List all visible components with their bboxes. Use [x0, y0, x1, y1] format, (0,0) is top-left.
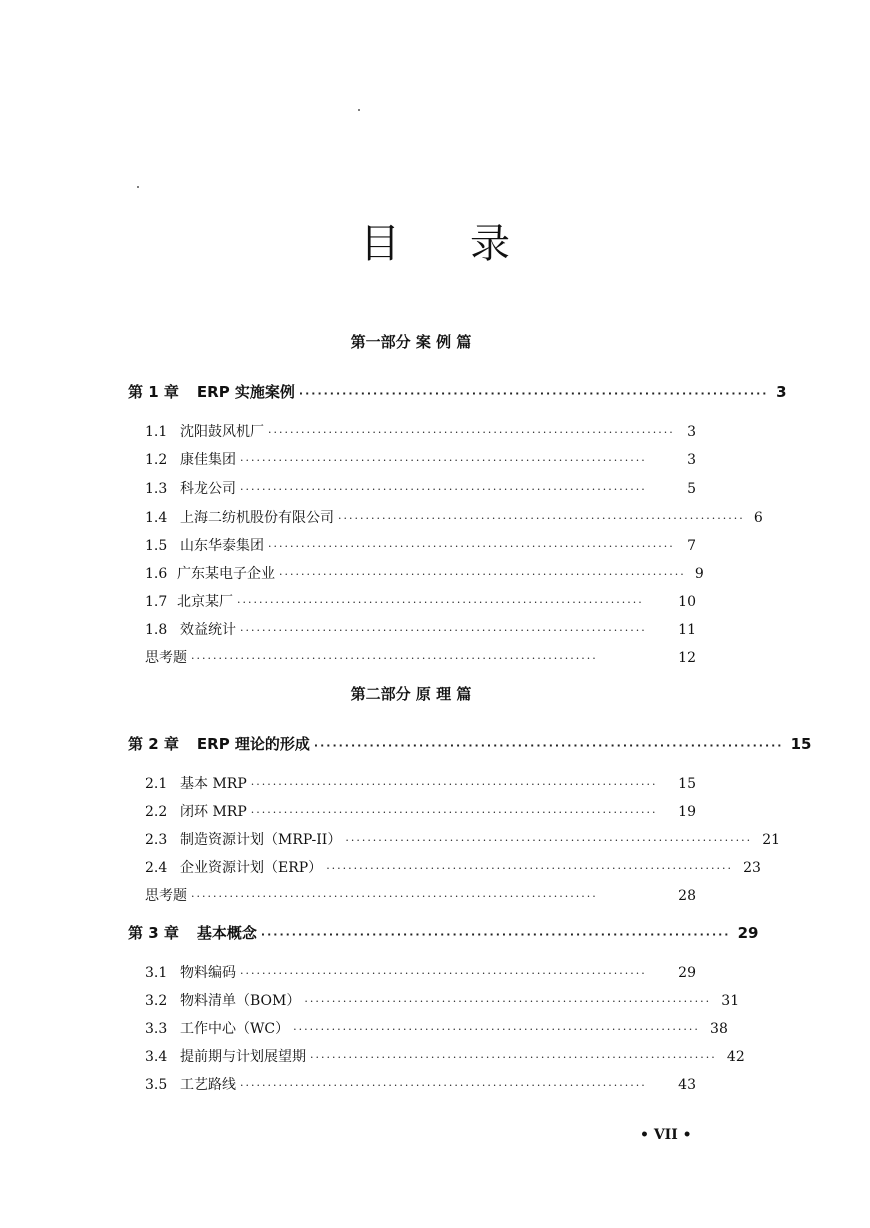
- page-number: 23: [743, 860, 761, 876]
- page-number: 15: [790, 735, 812, 753]
- section-number: 1.2: [145, 452, 168, 468]
- section-title: 提前期与计划展望期: [180, 1049, 306, 1065]
- dot-leader: ··········································································: [240, 483, 647, 496]
- page-title: [0, 212, 870, 269]
- section-title: 制造资源计划（MRP-II）: [180, 832, 342, 848]
- section-title: 沈阳鼓风机厂: [180, 424, 264, 440]
- section-number: 2.2: [145, 804, 168, 820]
- dot-leader: ··········································································: [345, 834, 753, 847]
- section-number: 3.3: [145, 1021, 168, 1037]
- title-char: 录: [470, 221, 510, 267]
- toc-section[interactable]: [145, 1046, 745, 1066]
- section-number: 2.3: [145, 832, 168, 848]
- scan-speck: [137, 186, 139, 188]
- section-title: 科龙公司: [180, 481, 236, 497]
- page-number: 10: [678, 594, 696, 610]
- page-number: 29: [737, 924, 759, 942]
- dot-leader: ··········································································: [268, 540, 675, 553]
- toc-section[interactable]: [145, 962, 696, 982]
- toc-section[interactable]: [145, 563, 704, 583]
- section-title: 上海二纺机股份有限公司: [180, 510, 334, 526]
- section-number: 1.6: [145, 566, 168, 582]
- section-number: 1.1: [145, 424, 168, 440]
- page-number: 15: [678, 776, 696, 792]
- section-title: 康佳集团: [180, 452, 236, 468]
- dot-leader: ··········································································: [250, 806, 658, 819]
- toc-section[interactable]: [145, 990, 740, 1010]
- dot-leader: ············································································: [313, 739, 784, 752]
- section-number: 3.1: [145, 965, 168, 981]
- dot-leader: ··········································································: [191, 890, 598, 903]
- toc-section[interactable]: [145, 449, 696, 469]
- section-number: 1.5: [145, 538, 168, 554]
- section-title: 山东华泰集团: [180, 538, 264, 554]
- section-title: 广东某电子企业: [177, 566, 275, 582]
- chapter-title: ERP 实施案例: [196, 383, 295, 401]
- toc-section[interactable]: [145, 1074, 696, 1094]
- toc-section[interactable]: [145, 773, 696, 793]
- page-number: 3: [687, 452, 696, 468]
- section-number: 3.4: [145, 1049, 168, 1065]
- section-number: 1.8: [145, 622, 168, 638]
- chapter-number: 第 3 章: [128, 924, 179, 942]
- section-title: 基本 MRP: [180, 776, 247, 792]
- toc-chapter[interactable]: [128, 922, 759, 943]
- page-number: 7: [687, 538, 696, 554]
- page-number: 6: [753, 510, 763, 526]
- part-heading: 第一部分 案 例 篇: [350, 333, 472, 351]
- section-number: 1.4: [145, 510, 168, 526]
- title-char: 目: [360, 221, 400, 267]
- section-title: 工作中心（WC）: [180, 1021, 290, 1037]
- dot-leader: ··········································································: [326, 862, 733, 875]
- chapter-number: 第 1 章: [128, 383, 179, 401]
- part-heading: 第二部分 原 理 篇: [350, 685, 472, 703]
- toc-section[interactable]: [145, 647, 696, 667]
- dot-leader: ··········································································: [338, 512, 745, 525]
- toc-section[interactable]: [145, 478, 696, 498]
- dot-leader: ··········································································: [237, 596, 644, 609]
- toc-chapter[interactable]: [128, 381, 787, 402]
- dot-leader: ··········································································: [240, 967, 647, 980]
- dot-leader: ··········································································: [240, 1079, 647, 1092]
- dot-leader: ··········································································: [293, 1023, 700, 1036]
- section-number: 2.4: [145, 860, 168, 876]
- section-title: 物料编码: [180, 965, 236, 981]
- section-title: 思考题: [145, 888, 187, 904]
- section-number: 1.7: [145, 594, 168, 610]
- page-number: 43: [678, 1077, 696, 1093]
- section-number: 1.3: [145, 481, 168, 497]
- toc-section[interactable]: [145, 619, 696, 639]
- section-number: 3.5: [145, 1077, 168, 1093]
- dot-leader: ··········································································: [250, 778, 658, 791]
- dot-leader: ··········································································: [240, 454, 647, 467]
- dot-leader: ··········································································: [279, 568, 686, 581]
- section-number: 2.1: [145, 776, 168, 792]
- page-number: 3: [687, 424, 696, 440]
- chapter-title: 基本概念: [196, 924, 257, 942]
- dot-leader: ··········································································: [268, 426, 675, 439]
- page-number: 42: [726, 1049, 745, 1065]
- page-number: 11: [678, 622, 696, 638]
- page-number: 19: [678, 804, 696, 820]
- toc-section[interactable]: [145, 1018, 728, 1038]
- section-title: 北京某厂: [177, 594, 233, 610]
- dot-leader: ··········································································: [304, 995, 712, 1008]
- page-number: 12: [678, 650, 696, 666]
- page-number: 21: [762, 832, 781, 848]
- toc-chapter[interactable]: [128, 733, 812, 754]
- page-folio: • VII •: [640, 1127, 692, 1143]
- page-number: 3: [776, 383, 787, 401]
- toc-section[interactable]: [145, 535, 696, 555]
- chapter-number: 第 2 章: [128, 735, 179, 753]
- chapter-title: ERP 理论的形成: [196, 735, 310, 753]
- section-number: 3.2: [145, 993, 168, 1009]
- page-number: 28: [678, 888, 696, 904]
- toc-section[interactable]: [145, 801, 696, 821]
- dot-leader: ··········································································: [240, 624, 647, 637]
- page-number: 29: [678, 965, 696, 981]
- toc-section[interactable]: [145, 857, 761, 877]
- page-number: 31: [721, 993, 740, 1009]
- dot-leader: ··········································································: [310, 1051, 717, 1064]
- scan-speck: [358, 109, 360, 111]
- section-title: 闭环 MRP: [180, 804, 247, 820]
- toc-section[interactable]: [145, 507, 763, 527]
- section-title: 思考题: [145, 650, 187, 666]
- page-number: 9: [694, 566, 704, 582]
- page-number: 38: [710, 1021, 728, 1037]
- page-number: 5: [687, 481, 696, 497]
- section-title: 效益统计: [180, 622, 236, 638]
- toc-section[interactable]: [145, 885, 696, 905]
- toc-section[interactable]: [145, 421, 696, 441]
- toc-section[interactable]: [145, 829, 781, 849]
- dot-leader: ············································································: [298, 387, 769, 400]
- toc-section[interactable]: [145, 591, 696, 611]
- section-title: 企业资源计划（ERP）: [180, 860, 323, 876]
- dot-leader: ············································································: [260, 928, 731, 941]
- section-title: 物料清单（BOM）: [180, 993, 301, 1009]
- section-title: 工艺路线: [180, 1077, 236, 1093]
- dot-leader: ··········································································: [191, 652, 598, 665]
